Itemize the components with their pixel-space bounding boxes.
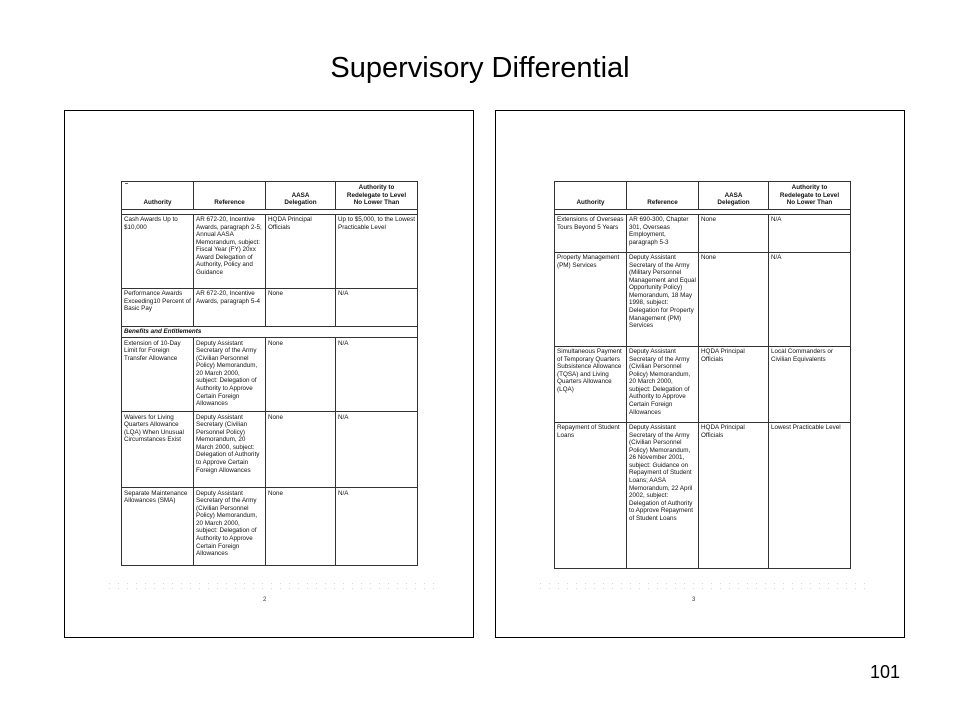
cell-reference: Deputy Assistant Secretary of the Army (Civilian Personnel Policy) Memorandum, 20 March 2000, subject: Delegation of Authority to Approve Certain Foreign Allowances — [627, 346, 699, 422]
table-row — [122, 214, 418, 288]
cell-authority: Separate Maintenance Allowances (SMA) — [122, 488, 194, 566]
document-page-right — [495, 110, 905, 638]
table-row — [555, 346, 851, 422]
header-reference: Reference — [194, 182, 266, 210]
cell-redelegate: Up to $5,000, to the Lowest Practicable Level — [336, 214, 418, 288]
cell-aasa: HQDA Principal Officials — [699, 422, 769, 568]
cell-reference: Deputy Assistant Secretary of the Army (Civilian Personnel Policy) Memorandum, 20 March 2000, subject: Delegation of Authority to Approve Certain Foreign Allowances — [194, 488, 266, 566]
cell-aasa: None — [699, 252, 769, 346]
cell-authority: Repayment of Student Loans — [555, 422, 627, 568]
cell-redelegate: N/A — [336, 338, 418, 412]
cell-authority: Simultaneous Payment of Temporary Quarters Subsistence Allowance (TQSA) and Living Quarters Allowance (LQA) — [555, 346, 627, 422]
cell-redelegate: N/A — [336, 288, 418, 326]
cell-aasa: None — [699, 214, 769, 252]
cell-redelegate: N/A — [769, 214, 851, 252]
table-row — [555, 214, 851, 252]
slide-title: Supervisory Differential — [330, 52, 630, 84]
slide-page-number: 101 — [869, 662, 900, 682]
cell-aasa: None — [266, 338, 336, 412]
cell-aasa: HQDA Principal Officials — [699, 346, 769, 422]
table-row — [122, 288, 418, 326]
cell-authority: Extensions of Overseas Tours Beyond 5 Years — [555, 214, 627, 252]
table-row — [122, 412, 418, 488]
cell-authority: Property Management (PM) Services — [555, 252, 627, 346]
table-row — [122, 488, 418, 566]
cell-authority: Cash Awards Up to $10,000 — [122, 214, 194, 288]
page-footer-number: 3 — [692, 597, 696, 603]
header-aasa-text: AASA Delegation — [717, 191, 750, 207]
header-aasa-text: AASA Delegation — [284, 191, 317, 207]
cell-authority: Extension of 10-Day Limit for Foreign Transfer Allowance — [122, 338, 194, 412]
page-footer-number: 2 — [263, 597, 267, 603]
table-row — [555, 422, 851, 568]
cell-reference: Deputy Assistant Secretary of the Army (Military Personnel Management and Equal Opportunity Policy) Memorandum, 18 May 1998, subject: Delegation for Property Management (PM) Services — [627, 252, 699, 346]
cell-authority: Performance Awards Exceeding10 Percent of Basic Pay — [122, 288, 194, 326]
section-row — [122, 326, 418, 338]
header-authority: Authority — [555, 182, 627, 210]
cell-redelegate: N/A — [336, 412, 418, 488]
table-row — [555, 252, 851, 346]
table-row — [122, 338, 418, 412]
delegation-table-right — [554, 181, 851, 569]
header-aasa-delegation — [266, 182, 336, 210]
cell-redelegate: N/A — [336, 488, 418, 566]
cell-redelegate: Local Commanders or Civilian Equivalents — [769, 346, 851, 422]
cell-aasa: None — [266, 488, 336, 566]
cell-aasa: None — [266, 288, 336, 326]
section-label: Benefits and Entitlements — [122, 326, 418, 338]
cell-aasa: HQDA Principal Officials — [266, 214, 336, 288]
header-redelegate-text: Authority to Redelegate to Level No Lower Than — [346, 184, 407, 207]
cell-redelegate: N/A — [769, 252, 851, 346]
cell-aasa: None — [266, 412, 336, 488]
cell-redelegate: Lowest Practicable Level — [769, 422, 851, 568]
cell-authority: Waivers for Living Quarters Allowance (LQA) When Unusual Circumstances Exist — [122, 412, 194, 488]
table-header-row — [122, 182, 418, 210]
scan-noise — [536, 581, 866, 591]
header-redelegate-text: Authority to Redelegate to Level No Lower Than — [779, 184, 840, 207]
delegation-table-left — [121, 181, 418, 566]
header-redelegate — [769, 182, 851, 210]
cell-reference: AR 672-20, Incentive Awards, paragraph 5-4 — [194, 288, 266, 326]
cell-reference: AR 690-300, Chapter 301, Overseas Employment, paragraph 5-3 — [627, 214, 699, 252]
cell-reference: AR 672-20, Incentive Awards, paragraph 2-5; Annual AASA Memorandum, subject: Fiscal Year (FY) 20xx Award Delegation of Authority, Policy and Guidance — [194, 214, 266, 288]
header-authority: Authority — [122, 182, 194, 210]
document-page-left — [64, 110, 474, 638]
header-redelegate — [336, 182, 418, 210]
scan-noise — [105, 581, 435, 591]
table-header-row — [555, 182, 851, 210]
header-reference: Reference — [627, 182, 699, 210]
header-aasa-delegation — [699, 182, 769, 210]
cell-reference: Deputy Assistant Secretary (Civilian Personnel Policy) Memorandum, 20 March 2000, subject: Delegation of Authority to Approve Certain Foreign Allowances — [194, 412, 266, 488]
cell-reference: Deputy Assistant Secretary of the Army (Civilian Personnel Policy) Memorandum, 20 March 2000, subject: Delegation of Authority to Approve Certain Foreign Allowances — [194, 338, 266, 412]
cell-reference: Deputy Assistant Secretary of the Army (Civilian Personnel Policy) Memorandum, 26 November 2001, subject: Guidance on Repayment of Student Loans; AASA Memorandum, 22 April 2002, subject: Delegation of Authority to Approve Repayment of Student Loans — [627, 422, 699, 568]
